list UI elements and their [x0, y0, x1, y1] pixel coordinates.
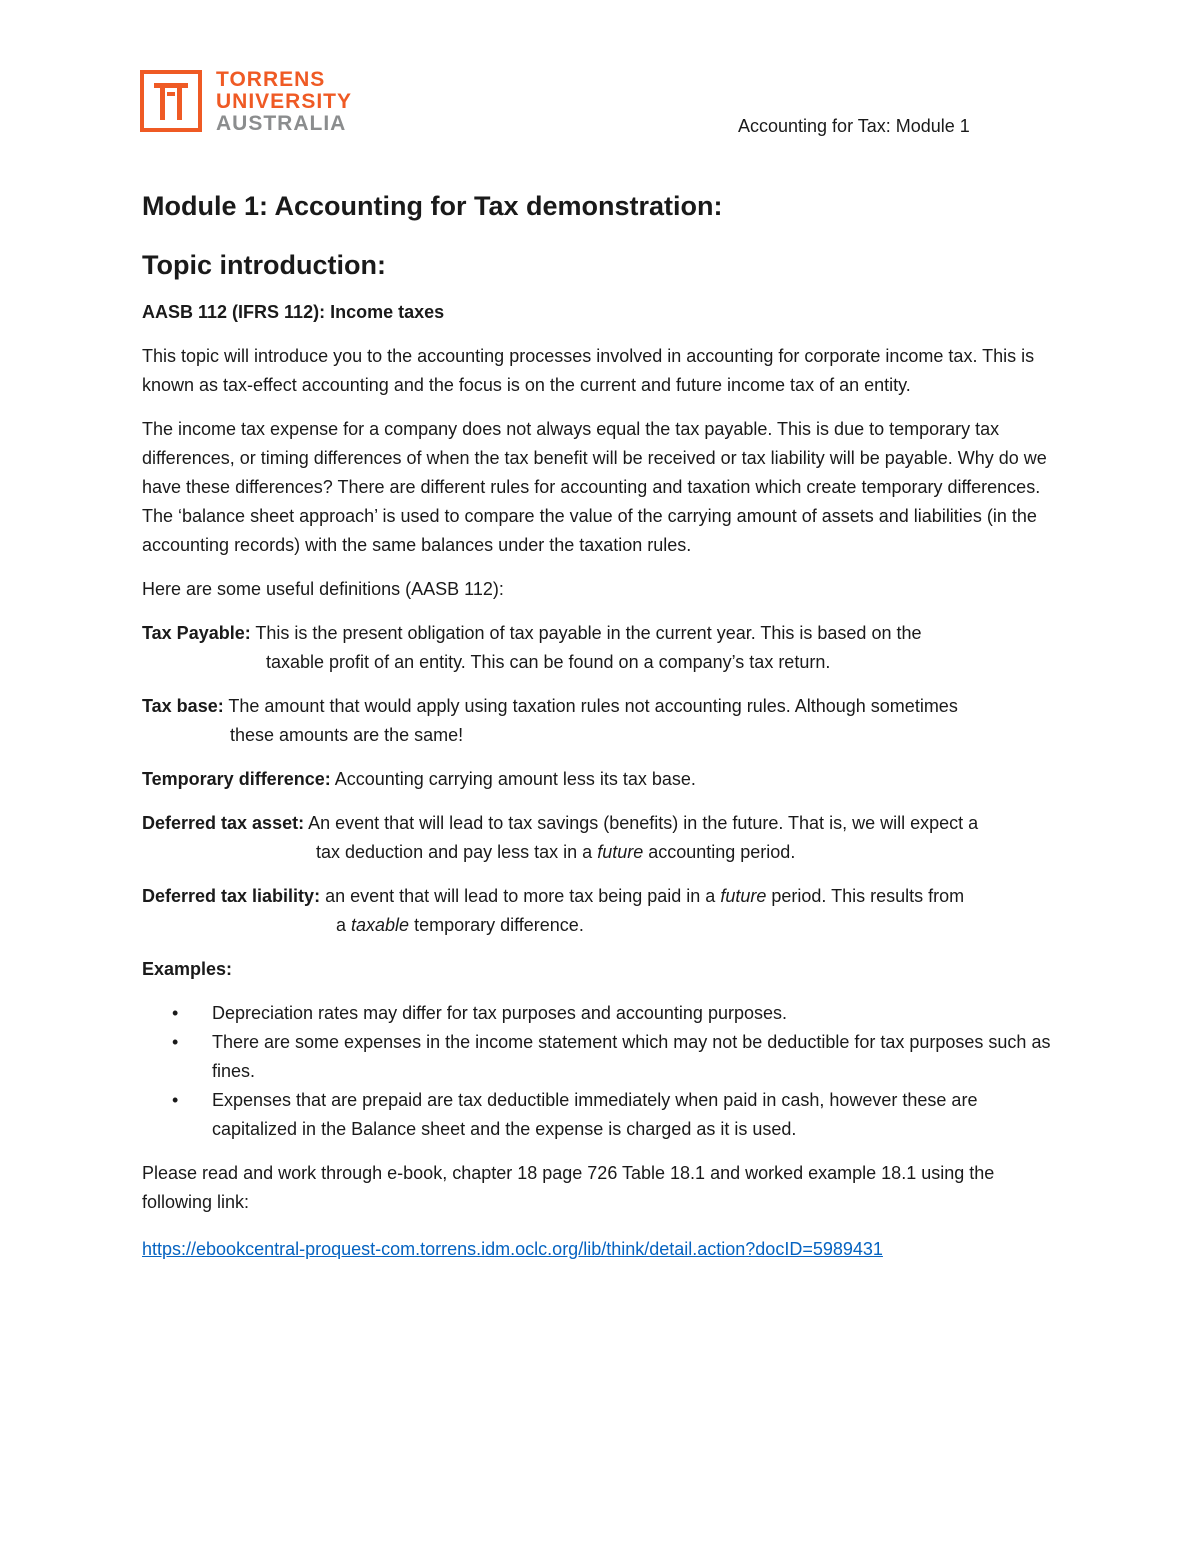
definition-temporary-difference [142, 765, 1062, 794]
bullet-icon: • [172, 1032, 179, 1052]
definitions-intro: Here are some useful definitions (AASB 112): [142, 579, 504, 599]
definition-text-continued [142, 838, 1062, 867]
definition-text-part: an event that will lead to more tax being paid in a [325, 886, 721, 906]
definition-text-continued: taxable profit of an entity. This can be found on a company’s tax return. [266, 652, 831, 672]
definition-text-part: period. This results from [766, 886, 965, 906]
intro-paragraph: This topic will introduce you to the accounting processes involved in accounting for corporate income tax. This is known as tax-effect accounting and the focus is on the current and future income tax of an entity. [142, 346, 1035, 395]
document-body [142, 298, 1062, 1279]
running-header: Accounting for Tax: Module 1 [738, 116, 970, 136]
logo-line-torrens: TORRENS [216, 68, 326, 91]
definition-tax-base [142, 692, 1062, 750]
definition-text-part: accounting period. [643, 842, 796, 862]
definition-term: Deferred tax asset: [142, 813, 305, 833]
standard-heading: AASB 112 (IFRS 112): Income taxes [142, 302, 445, 322]
definition-term: Tax Payable: [142, 623, 251, 643]
definition-deferred-tax-asset [142, 809, 1062, 867]
definition-text-part: tax deduction and pay less tax in a [316, 842, 598, 862]
definition-term: Temporary difference: [142, 769, 331, 789]
emphasis-taxable: taxable [351, 915, 410, 935]
section-title: Topic introduction: [142, 250, 386, 280]
ebook-link[interactable]: https://ebookcentral-proquest-com.torrens.idm.oclc.org/lib/think/detail.action?docID=5989431 [142, 1239, 883, 1259]
university-logo [140, 68, 370, 135]
logo-wordmark [216, 69, 376, 135]
list-item-text: Depreciation rates may differ for tax purposes and accounting purposes. [212, 1003, 787, 1023]
definition-text-part: a [336, 915, 352, 935]
explanation-paragraph: The income tax expense for a company does not always equal the tax payable. This is due to temporary tax differences, or timing differences of when the tax benefit will be received or tax liability will be payable. Why do we have these differences? There are different rules for accounting and taxation which create temporary differences. The ‘balance sheet approach’ is used to compare the value of the carrying amount of assets and liabilities (in the accounting records) with the same balances under the taxation rules. [142, 419, 1047, 555]
definition-text-continued: these amounts are the same! [230, 725, 464, 745]
definition-term: Tax base: [142, 696, 224, 716]
logo-line-university: UNIVERSITY [216, 90, 353, 113]
logo-line-australia: AUSTRALIA [216, 112, 347, 135]
definition-text: Accounting carrying amount less its tax base. [334, 769, 696, 789]
list-item [142, 1028, 1062, 1086]
reading-instruction: Please read and work through e-book, chapter 18 page 726 Table 18.1 and worked example 18.1 using the following link: [142, 1163, 995, 1212]
emphasis-future: future [597, 842, 644, 862]
definition-term: Deferred tax liability: [142, 886, 321, 906]
bullet-icon: • [172, 1003, 179, 1023]
examples-heading: Examples: [142, 959, 233, 979]
page-title: Module 1: Accounting for Tax demonstration: [142, 191, 723, 221]
definition-text-part: temporary difference. [409, 915, 584, 935]
definition-deferred-tax-liability [142, 882, 1062, 940]
torrens-logo-mark-icon [140, 70, 204, 132]
list-item-text: There are some expenses in the income statement which may not be deductible for tax purposes such as fines. [212, 1032, 1051, 1081]
definition-tax-payable [142, 619, 1062, 677]
list-item [142, 1086, 1062, 1144]
link-paragraph [142, 1235, 1062, 1264]
definition-text: The amount that would apply using taxation rules not accounting rules. Although sometimes [228, 696, 958, 716]
list-item [142, 999, 1062, 1028]
definition-text-continued [142, 911, 1062, 940]
emphasis-future: future [720, 886, 767, 906]
definition-text: This is the present obligation of tax payable in the current year. This is based on the [255, 623, 922, 643]
definition-text: An event that will lead to tax savings (benefits) in the future. That is, we will expect a [308, 813, 979, 833]
examples-list [142, 999, 1062, 1144]
list-item-text: Expenses that are prepaid are tax deductible immediately when paid in cash, however these are capitalized in the Balance sheet and the expense is charged as it is used. [212, 1090, 978, 1139]
bullet-icon: • [172, 1090, 179, 1110]
